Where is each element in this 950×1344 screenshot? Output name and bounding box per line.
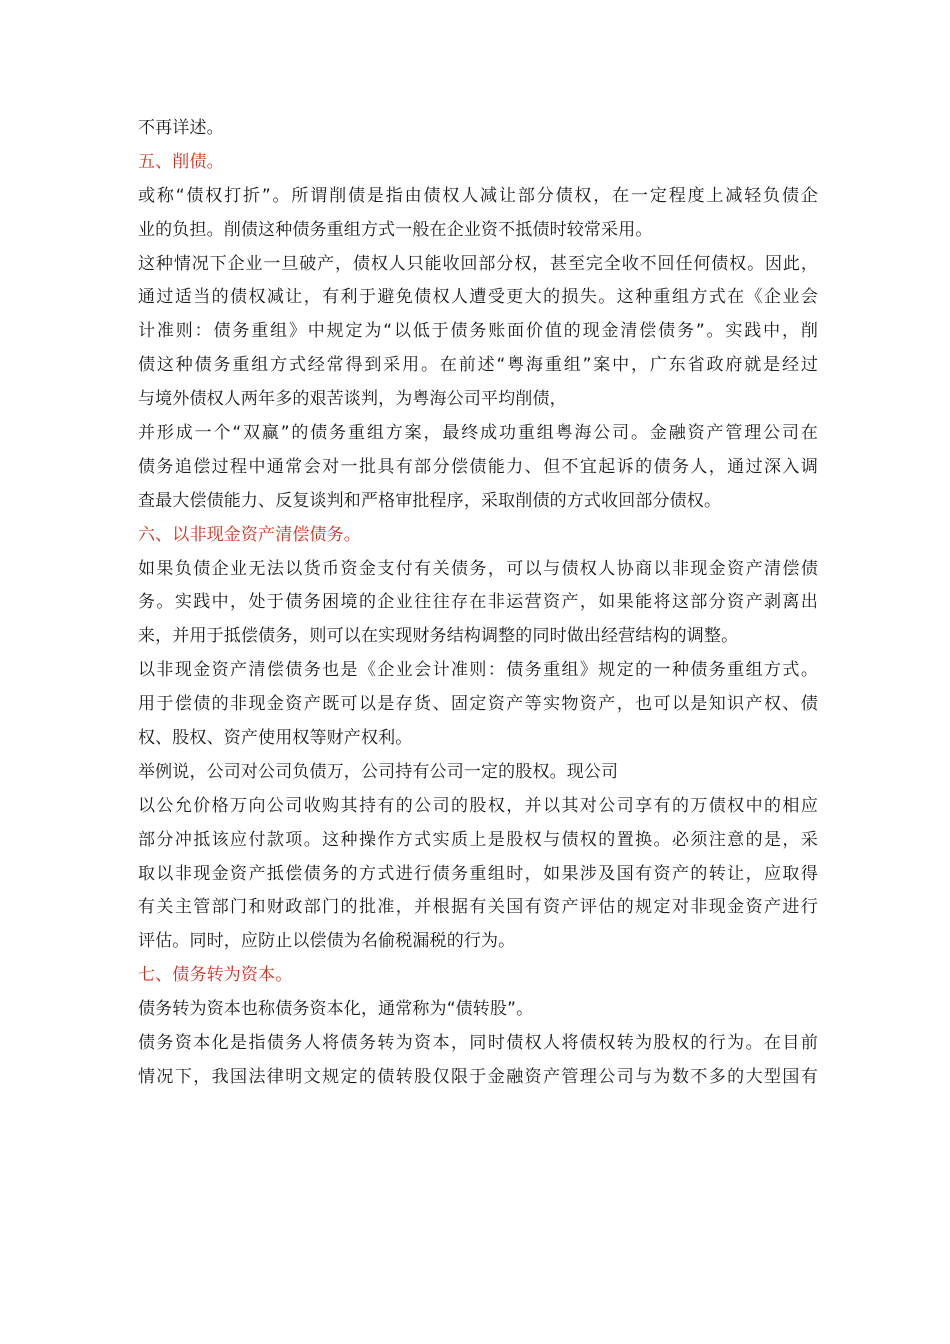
text-line: 债务追偿过程中通常会对一批具有部分偿债能力、但不宜起诉的债务人，通过深入调 (138, 456, 818, 477)
text-line: 通过适当的债权减让，有利于避免债权人遭受更大的损失。这种重组方式在《企业会 (138, 287, 818, 308)
text-line: 与境外债权人两年多的艰苦谈判，为粤海公司平均削债， (138, 389, 567, 410)
text-line: 务。实践中，处于债务困境的企业往往存在非运营资产，如果能将这部分资产剥离出 (138, 592, 818, 613)
text-line: 用于偿债的非现金资产既可以是存货、固定资产等实物资产，也可以是知识产权、债 (138, 694, 818, 715)
section-heading-7: 七、债务转为资本。 (138, 965, 293, 986)
text-line: 取以非现金资产抵偿债务的方式进行债务重组时，如果涉及国有资产的转让，应取得 (138, 863, 818, 884)
text-line: 不再详述。 (138, 118, 224, 138)
text-line: 部分冲抵该应付款项。这种操作方式实质上是股权与债权的置换。必须注意的是，采 (138, 829, 818, 850)
section-heading-5: 五、削债。 (138, 151, 224, 172)
text-line: 以非现金资产清偿债务也是《企业会计准则：债务重组》规定的一种债务重组方式。 (138, 660, 818, 681)
text-line: 权、股权、资产使用权等财产权利。 (138, 728, 413, 749)
text-line: 举例说，公司对公司负债万，公司持有公司一定的股权。现公司 (138, 761, 619, 782)
text-line: 查最大偿债能力、反复谈判和严格审批程序，采取削债的方式收回部分债权。 (138, 490, 722, 511)
text-line: 债这种债务重组方式经常得到采用。在前述“粤海重组”案中，广东省政府就是经过 (138, 355, 818, 376)
text-line: 有关主管部门和财政部门的批准，并根据有关国有资产评估的规定对非现金资产进行 (138, 897, 818, 918)
text-line: 这种情况下企业一旦破产，债权人只能收回部分权，甚至完全收不回任何债权。因此， (138, 253, 818, 274)
text-line: 债务转为资本也称债务资本化，通常称为“债转股”。 (138, 999, 534, 1020)
text-line: 如果负债企业无法以货币资金支付有关债务，可以与债权人协商以非现金资产清偿债 (138, 558, 818, 579)
text-line: 评估。同时，应防止以偿债为名偷税漏税的行为。 (138, 931, 516, 952)
text-line: 情况下，我国法律明文规定的债转股仅限于金融资产管理公司与为数不多的大型国有 (138, 1066, 818, 1087)
text-line: 或称“债权打折”。所谓削债是指由债权人减让部分债权，在一定程度上减轻负债企 (138, 185, 818, 206)
text-line: 来，并用于抵偿债务，则可以在实现财务结构调整的同时做出经营结构的调整。 (138, 626, 739, 647)
text-line: 并形成一个“双赢”的债务重组方案，最终成功重组粤海公司。金融资产管理公司在 (138, 423, 818, 444)
text-line: 以公允价格万向公司收购其持有的公司的股权，并以其对公司享有的万债权中的相应 (138, 795, 818, 816)
text-line: 业的负担。削债这种债务重组方式一般在企业资不抵债时较常采用。 (138, 219, 653, 240)
section-heading-6: 六、以非现金资产清偿债务。 (138, 524, 361, 545)
text-line: 债务资本化是指债务人将债务转为资本，同时债权人将债权转为股权的行为。在目前 (138, 1033, 818, 1054)
document-body (138, 112, 818, 1095)
text-line: 计准则：债务重组》中规定为“以低于债务账面价值的现金清偿债务”。实践中，削 (138, 321, 818, 342)
